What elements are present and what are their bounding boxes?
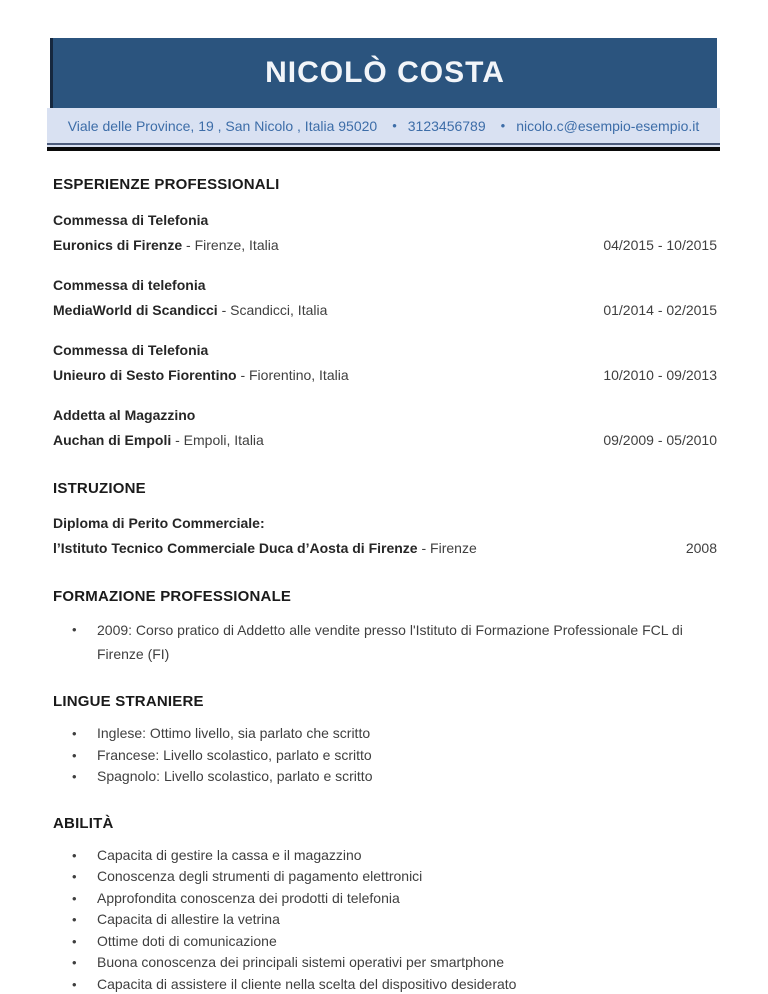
contact-bar [47,108,720,143]
languages-list [53,723,717,788]
job-dates: 01/2014 - 02/2015 [603,302,717,318]
job-company-location [53,233,279,258]
contact-address: Viale delle Province, 19 , San Nicolo , Italia 95020 [67,117,378,134]
skill-item: • Capacita di gestire la cassa e il magazzino [53,845,717,867]
skills-list [53,845,717,994]
job-role: Addetta al Magazzino [53,407,196,423]
skill-item: • Approfondita conoscenza dei prodotti di telefonia [53,888,717,910]
section-title-education: ISTRUZIONE [53,480,146,497]
bullet-icon: • [72,912,77,927]
education-line [53,536,717,561]
job-location: - Scandicci, Italia [221,302,328,318]
skill-item: • Buona conoscenza dei principali sistemi operativi per smartphone [53,952,717,974]
education-entry [53,511,717,561]
education-school-location [53,536,477,561]
job-entry [53,403,717,453]
bullet-icon: • [72,955,77,970]
education-location: - Firenze [421,540,477,556]
job-dates: 10/2010 - 09/2013 [603,367,717,383]
job-entry [53,338,717,388]
job-entry [53,273,717,323]
job-company-location [53,363,349,388]
job-company: Euronics di Firenze [53,237,183,253]
education-school: l’Istituto Tecnico Commerciale Duca d’Aosta di Firenze [53,540,418,556]
job-line [53,233,717,258]
bullet-icon: • [72,869,77,884]
job-role: Commessa di Telefonia [53,342,209,358]
contact-email: nicolo.c@esempio-esempio.it [516,117,700,134]
bullet-icon: • [72,847,77,863]
job-location: - Fiorentino, Italia [240,367,349,383]
section-title-training: FORMAZIONE PROFESSIONALE [53,588,292,605]
bullet-icon: • [72,976,77,992]
job-dates: 04/2015 - 10/2015 [603,237,717,253]
job-location: - Firenze, Italia [186,237,279,253]
divider-black-bar [47,147,720,151]
section-title-skills: ABILITÀ [53,814,114,832]
section-title-experience: ESPERIENZE PROFESSIONALI [53,176,280,193]
language-item: • Inglese: Ottimo livello, sia parlato che scritto [53,723,717,745]
bullet-icon: • [72,933,77,949]
bullet-separator-icon: • [392,118,397,133]
job-company: Unieuro di Sesto Fiorentino [53,367,237,383]
skill-item: • Capacita di allestire la vetrina [53,909,717,931]
name-banner [50,38,717,108]
job-line [53,298,717,323]
job-role: Commessa di Telefonia [53,212,209,228]
candidate-name: NICOLÒ COSTA [265,56,505,89]
job-line [53,363,717,388]
job-role: Commessa di telefonia [53,277,206,293]
bullet-separator-icon: • [500,118,506,133]
contact-phone: 3123456789 [407,117,486,134]
job-company: Auchan di Empoli [53,432,172,448]
job-entry [53,208,717,258]
bullet-icon: • [72,890,77,906]
education-year: 2008 [685,540,717,556]
job-dates: 09/2009 - 05/2010 [603,432,717,448]
bullet-icon: • [72,726,77,741]
language-item: • Spagnolo: Livello scolastico, parlato e scritto [53,766,717,788]
job-company-location [53,298,327,323]
job-company: MediaWorld di Scandicci [53,302,218,318]
header [47,38,720,151]
training-item: • 2009: Corso pratico di Addetto alle vendite presso l'Istituto di Formazione Professionale FCL di Firenze (FI) [53,618,717,666]
resume-body [53,176,717,994]
skill-item: • Conoscenza degli strumenti di pagamento elettronici [53,866,717,888]
job-company-location [53,428,264,453]
job-line [53,428,717,453]
bullet-icon: • [72,769,77,784]
language-item: • Francese: Livello scolastico, parlato e scritto [53,745,717,767]
section-title-languages: LINGUE STRANIERE [53,693,204,710]
skill-item: • Capacita di assistere il cliente nella scelta del dispositivo desiderato [53,974,717,994]
bullet-icon: • [72,747,77,763]
job-location: - Empoli, Italia [175,432,264,448]
bullet-icon: • [72,622,77,637]
education-degree: Diploma di Perito Commerciale: [53,515,265,531]
training-list [53,618,717,666]
skill-item: • Ottime doti di comunicazione [53,931,717,953]
